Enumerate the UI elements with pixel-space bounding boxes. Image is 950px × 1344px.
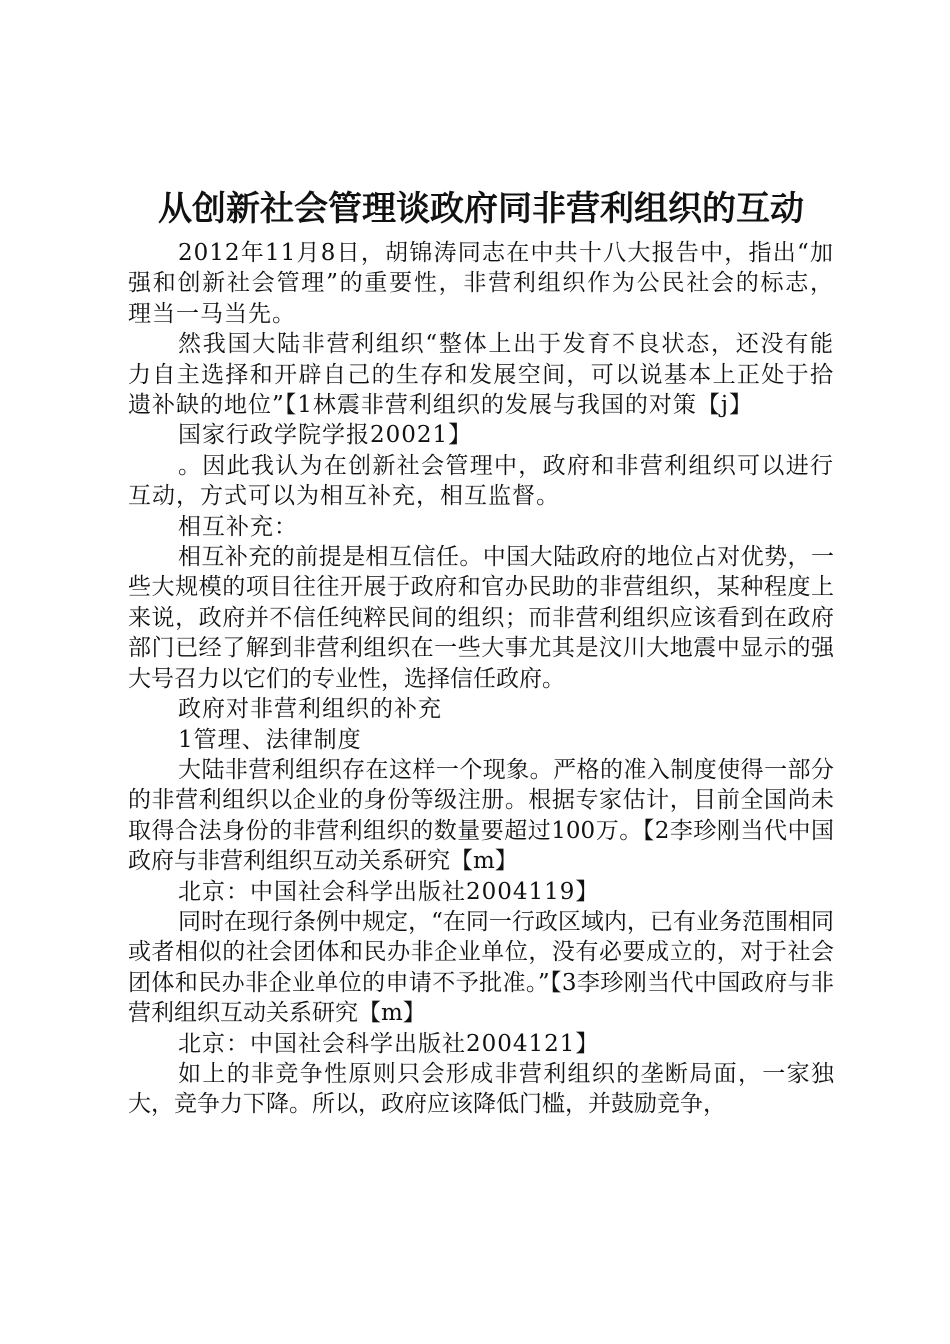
paragraph: 国家行政学院学报20021】 — [178, 422, 473, 449]
paragraph: 同时在现行条例中规定，“在同一行政区域内，已有业务范围相同或者相似的社会团体和民办非企业单位，没有必要成立的，对于社会团体和民办非企业单位的申请不予批准。”【3李珍刚当代中国政府与非营利组织互动关系研究【m】 — [128, 908, 834, 1027]
document-title: 从创新社会管理谈政府同非营利组织的互动 — [158, 189, 804, 229]
paragraph: 大陆非营利组织存在这样一个现象。严格的准入制度使得一部分的非营利组织以企业的身份等级注册。根据专家估计，目前全国尚未取得合法身份的非营利组织的数量要超过100万。【2李珍刚当代中国政府与非营利组织互动关系研究【m】 — [128, 756, 834, 875]
document-page — [128, 186, 834, 1120]
paragraph: 1管理、法律制度 — [178, 726, 362, 753]
paragraph: 如上的非竞争性原则只会形成非营利组织的垄断局面，一家独大，竞争力下降。所以，政府应该降低门槛，并鼓励竞争， — [128, 1060, 834, 1118]
paragraph: 政府对非营利组织的补充 — [178, 696, 442, 723]
paragraph: 北京：中国社会科学出版社2004119】 — [178, 878, 600, 905]
paragraph: 。因此我认为在创新社会管理中，政府和非营利组织可以进行互动，方式可以为相互补充，相互监督。 — [128, 452, 834, 510]
paragraph: 北京：中国社会科学出版社2004121】 — [178, 1030, 600, 1057]
paragraph: 然我国大陆非营利组织“整体上出于发育不良状态，还没有能力自主选择和开辟自己的生存和发展空间，可以说基本上正处于拾遗补缺的地位”【1林震非营利组织的发展与我国的对策【j】 — [128, 331, 834, 419]
paragraph: 相互补充： — [178, 513, 298, 540]
paragraph: 相互补充的前提是相互信任。中国大陆政府的地位占对优势，一些大规模的项目往往开展于政府和官办民助的非营组织，某种程度上来说，政府并不信任纯粹民间的组织；而非营利组织应该看到在政府部门已经了解到非营利组织在一些大事尤其是汶川大地震中显示的强大号召力以它们的专业性，选择信任政府。 — [128, 544, 834, 692]
paragraph: 2012年11月8日，胡锦涛同志在中共十八大报告中，指出“加强和创新社会管理”的重要性，非营利组织作为公民社会的标志，理当一马当先。 — [128, 240, 834, 327]
